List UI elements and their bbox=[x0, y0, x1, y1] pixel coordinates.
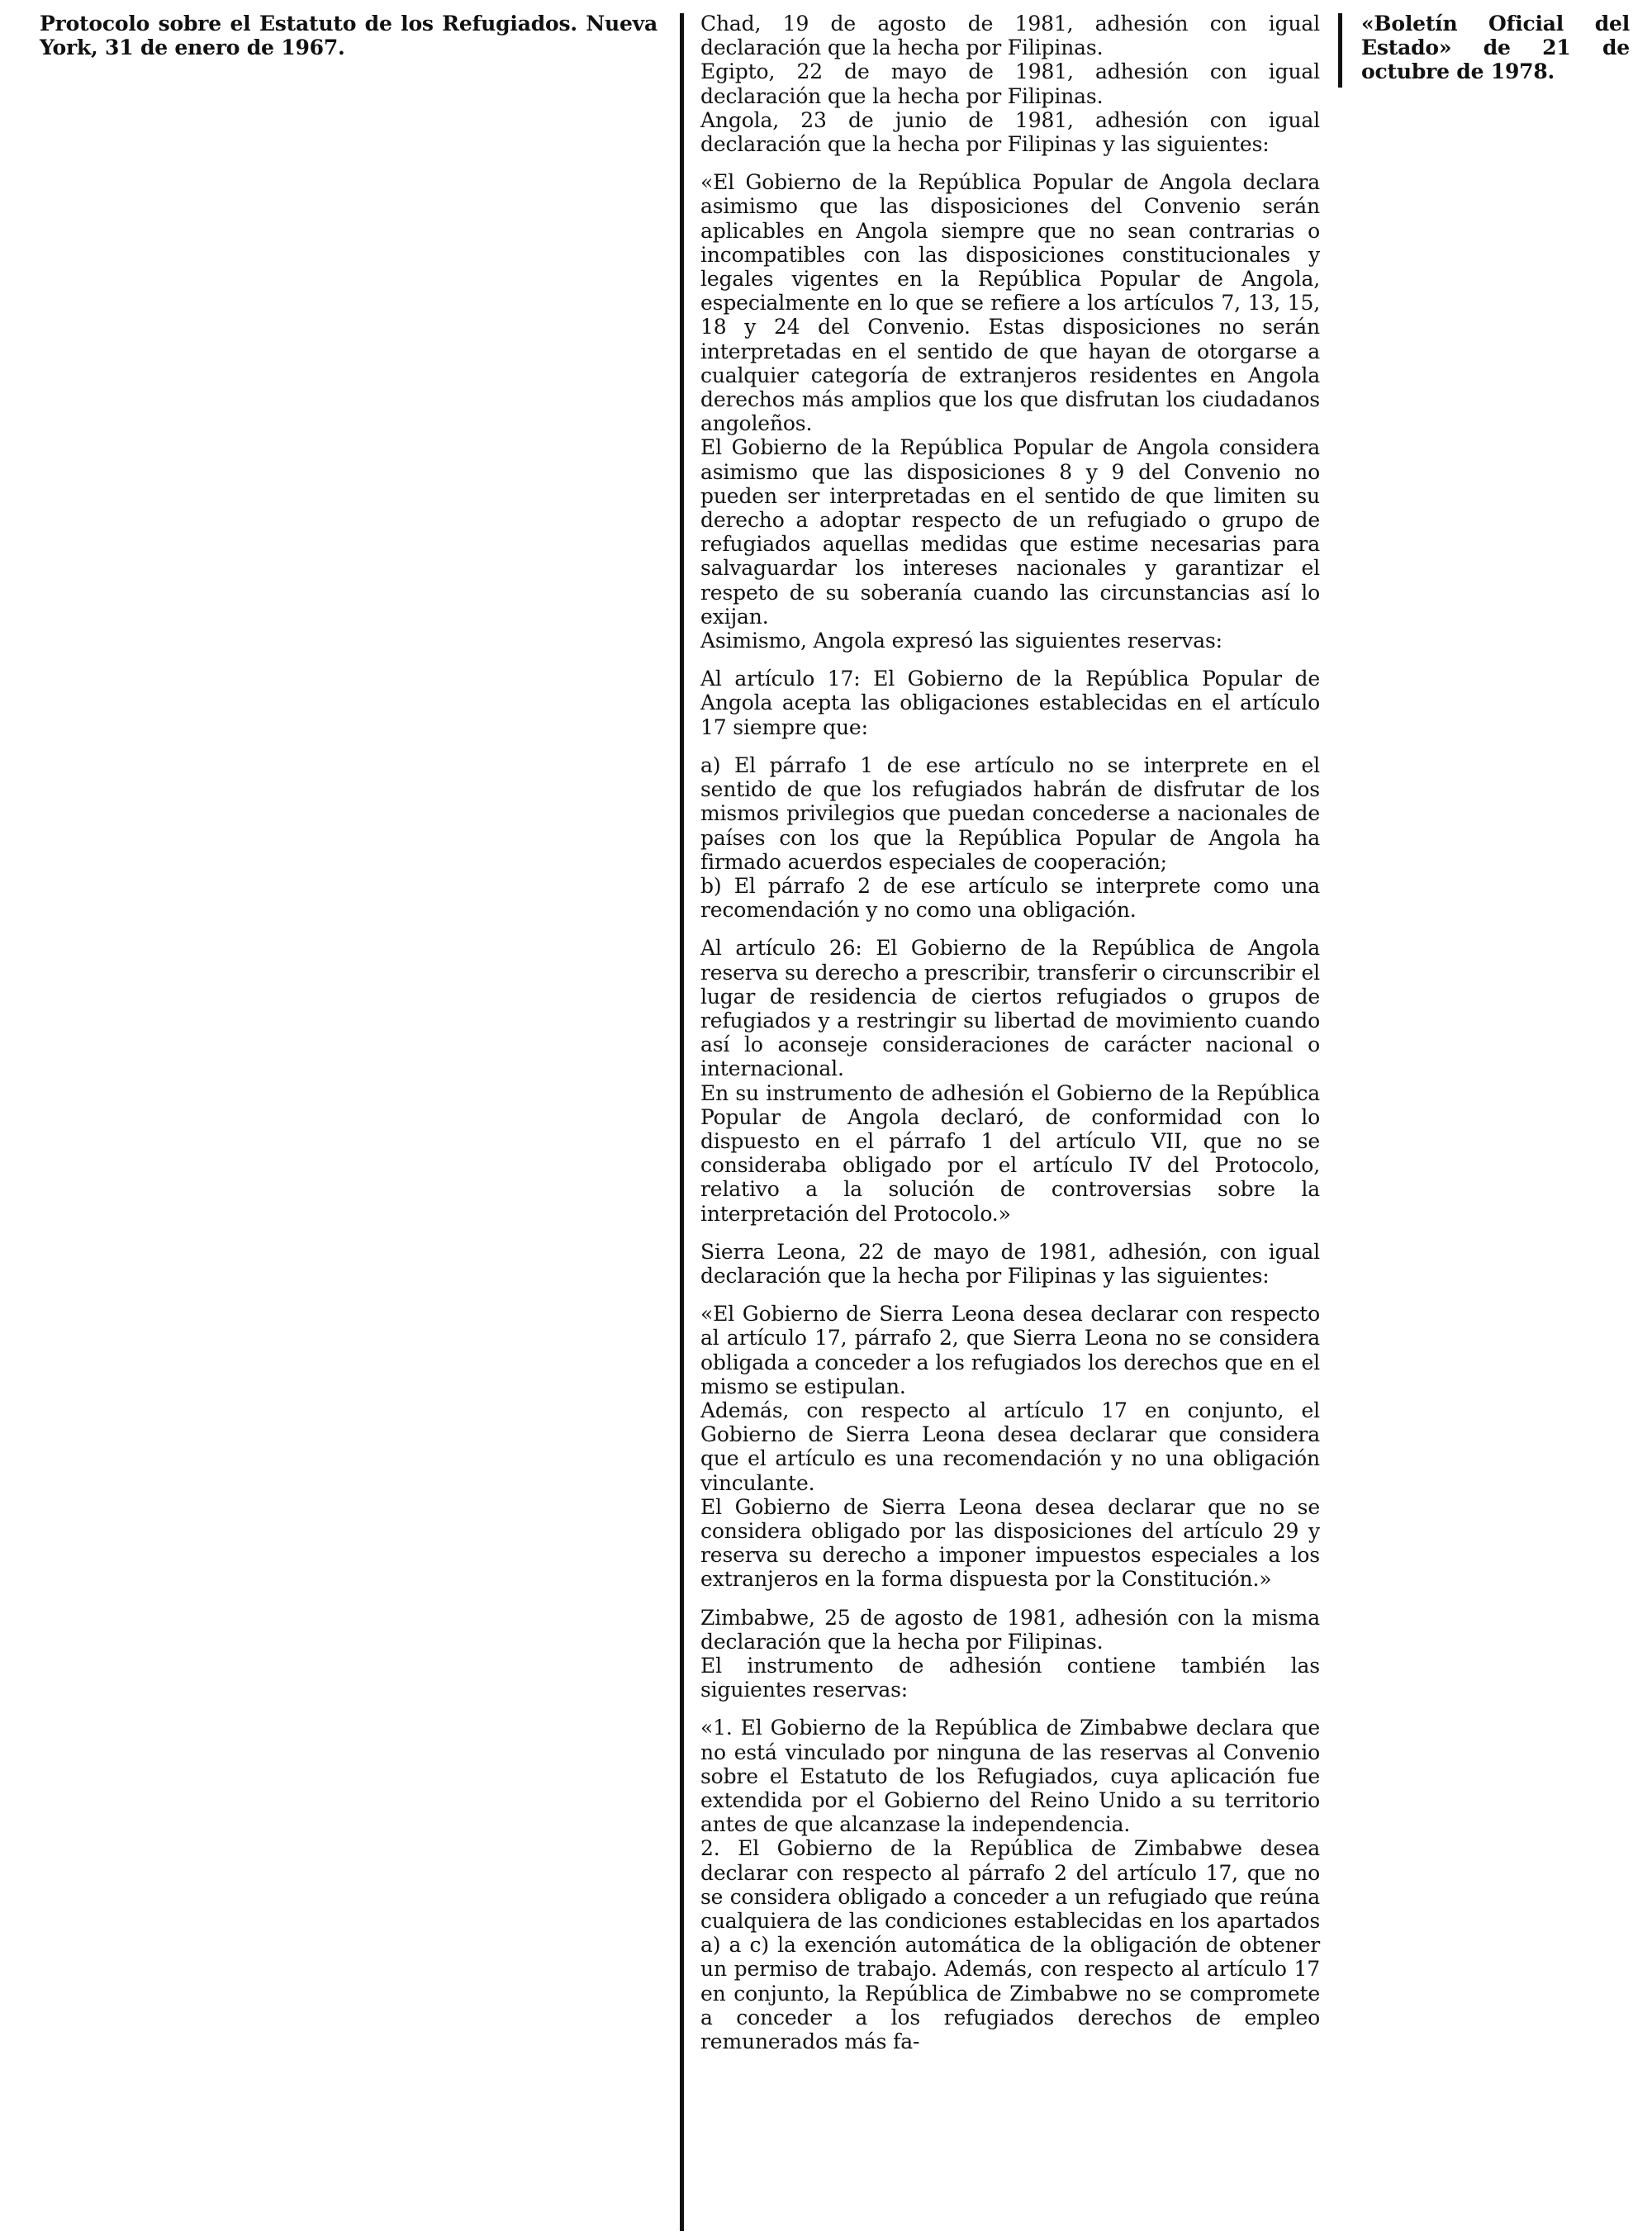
column-divider-left bbox=[680, 13, 684, 2231]
paragraph-zimbabwe-intro: Zimbabwe, 25 de agosto de 1981, adhesión con la misma declaración que la hecha por Filipinas. bbox=[700, 1605, 1320, 1654]
left-column bbox=[40, 12, 657, 59]
paragraph-sierra-leona-intro: Sierra Leona, 22 de mayo de 1981, adhesión, con igual declaración que la hecha por Filipinas y las siguientes: bbox=[700, 1239, 1320, 1288]
list-item-zimbabwe-1: «1. El Gobierno de la República de Zimbabwe declara que no está vinculado por ninguna de las reservas al Convenio sobre el Estatuto de los Refugiados, cuya aplicación fue extendida por el Gobierno del Reino Unido a su territorio antes de que alcanzase la independencia. bbox=[700, 1716, 1320, 1837]
paragraph-angola-protocolo: En su instrumento de adhesión el Gobierno de la República Popular de Angola declaró, de conformidad con lo dispuesto en el párrafo 1 del artículo VII, que no se consideraba obligado por el artículo IV del Protocolo, relativo a la solución de controversias sobre la interpretación del Protocolo.» bbox=[700, 1080, 1320, 1226]
paragraph-articulo-17: Al artículo 17: El Gobierno de la República Popular de Angola acepta las obligaciones establecidas en el artículo 17 siempre que: bbox=[700, 667, 1320, 739]
paragraph-angola-declaration: «El Gobierno de la República Popular de Angola declara asimismo que las disposiciones del Convenio serán aplicables en Angola siempre que no sean contrarias o incompatibles con las disposiciones constitucionales y legales vigentes en la República Popular de Angola, especialmente en lo que se refiere a los artículos 7, 13, 15, 18 y 24 del Convenio. Estas disposiciones no serán interpretadas en el sentido de que hayan de otorgarse a cualquier categoría de extranjeros residentes en Angola derechos más amplios que los que disfrutan los ciudadanos angoleños. bbox=[700, 170, 1320, 436]
paragraph-egipto: Egipto, 22 de mayo de 1981, adhesión con igual declaración que la hecha por Filipinas. bbox=[700, 59, 1320, 108]
column-divider-right bbox=[1338, 13, 1342, 88]
paragraph-sierra-leona-conjunto: Además, con respecto al artículo 17 en conjunto, el Gobierno de Sierra Leona desea declarar que considera que el artículo es una recomendación y no una obligación vinculante. bbox=[700, 1398, 1320, 1495]
paragraph-chad: Chad, 19 de agosto de 1981, adhesión con igual declaración que la hecha por Filipinas. bbox=[700, 12, 1320, 60]
list-item-b: b) El párrafo 2 de ese artículo se interprete como una recomendación y no como una obligación. bbox=[700, 873, 1320, 923]
paragraph-angola-intro: Angola, 23 de junio de 1981, adhesión con igual declaración que la hecha por Filipinas y las siguientes: bbox=[700, 107, 1320, 157]
right-column bbox=[1361, 12, 1630, 83]
paragraph-angola-sovereignty: El Gobierno de la República Popular de Angola considera asimismo que las disposiciones 8 y 9 del Convenio no pueden ser interpretadas en el sentido de que limiten su derecho a adoptar respecto de un refugiado o grupo de refugiados aquellas medidas que estime necesarias para salvaguardar los intereses nacionales y garantizar el respeto de su soberanía cuando las circunstancias así lo exijan. bbox=[700, 435, 1320, 629]
main-column bbox=[700, 12, 1320, 2053]
list-item-a: a) El párrafo 1 de ese artículo no se interprete en el sentido de que los refugiados habrán de disfrutar de los mismos privilegios que puedan concederse a nacionales de países con los que la República Popular de Angola ha firmado acuerdos especiales de cooperación; bbox=[700, 752, 1320, 874]
paragraph-angola-reservas: Asimismo, Angola expresó las siguientes reservas: bbox=[700, 629, 1222, 653]
treaty-title: Protocolo sobre el Estatuto de los Refugiados. Nueva York, 31 de enero de 1967. bbox=[40, 12, 657, 59]
paragraph-zimbabwe-reservas: El instrumento de adhesión contiene también las siguientes reservas: bbox=[700, 1654, 1320, 1702]
paragraph-articulo-26: Al artículo 26: El Gobierno de la República de Angola reserva su derecho a prescribir, transferir o circunscribir el lugar de residencia de ciertos refugiados o grupos de refugiados y a restringir su libertad de movimiento cuando así lo aconseje consideraciones de carácter nacional o internacional. bbox=[700, 936, 1320, 1081]
paragraph-sierra-leona-art29: El Gobierno de Sierra Leona desea declarar que no se considera obligado por las disposiciones del artículo 29 y reserva su derecho a imponer impuestos especiales a los extranjeros en la forma dispuesta por la Constitución.» bbox=[700, 1494, 1320, 1592]
paragraph-sierra-leona-art17: «El Gobierno de Sierra Leona desea declarar con respecto al artículo 17, párrafo 2, que Sierra Leona no se considera obligada a conceder a los refugiados los derechos que en el mismo se estipulan. bbox=[700, 1302, 1320, 1398]
list-item-zimbabwe-2: 2. El Gobierno de la República de Zimbabwe desea declarar con respecto al párrafo 2 del artículo 17, que no se considera obligado a conceder a un refugiado que reúna cualquiera de las condiciones establecidas en los apartados a) a c) la exención automática de la obligación de obtener un permiso de trabajo. Además, con respecto al artículo 17 en conjunto, la República de Zimbabwe no se compromete a conceder a los refugiados derechos de empleo remunerados más fa- bbox=[700, 1836, 1320, 2054]
boe-reference: «Boletín Oficial del Estado» de 21 de octubre de 1978. bbox=[1361, 12, 1630, 83]
